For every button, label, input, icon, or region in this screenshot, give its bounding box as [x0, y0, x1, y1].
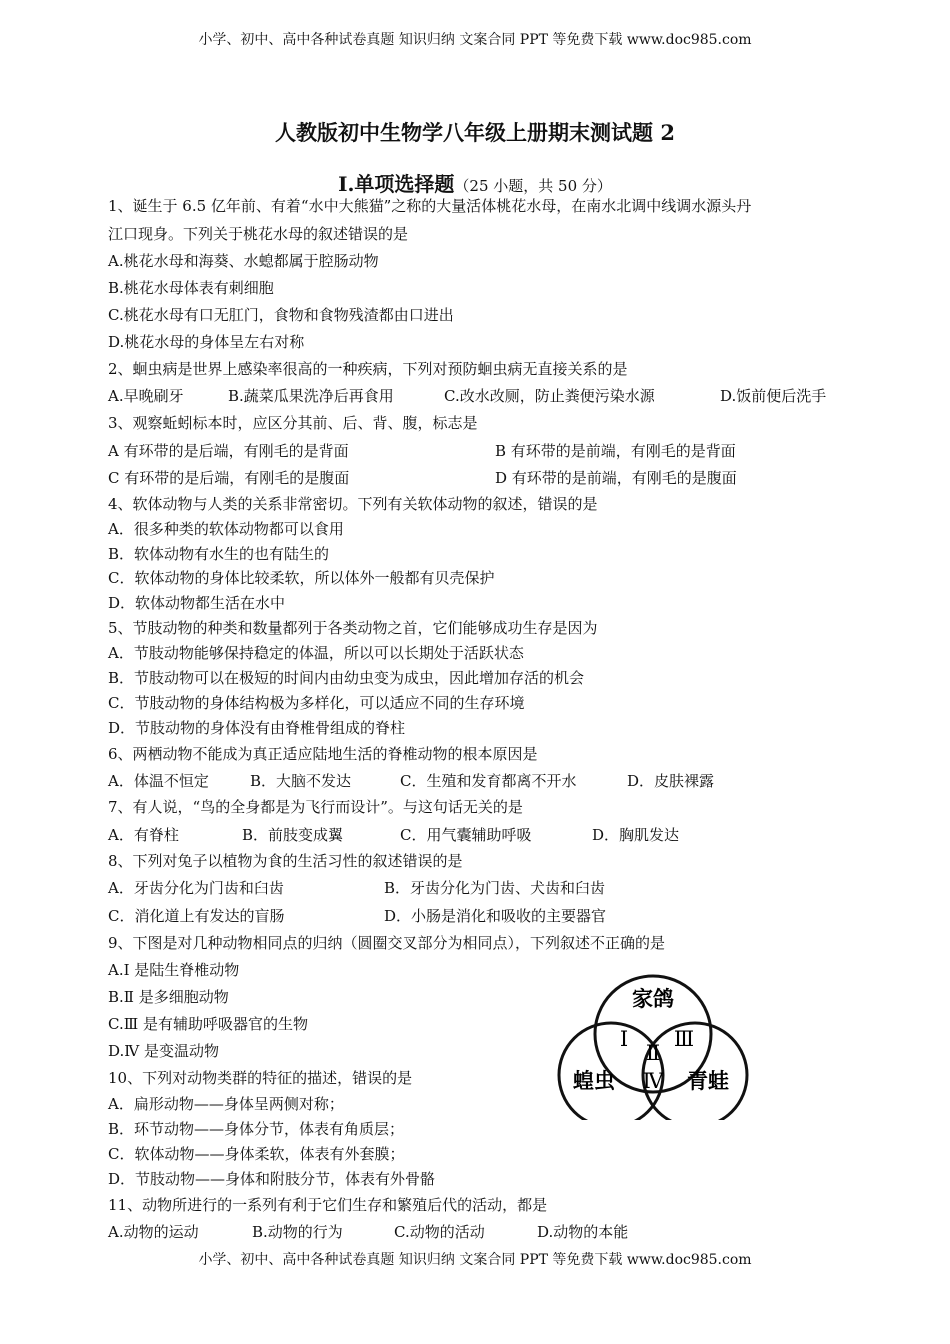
q8-option-a: A．牙齿分化为门齿和臼齿	[108, 879, 284, 897]
q2-option-b: B.蔬菜瓜果洗净后再食用	[228, 387, 394, 405]
q7-option-b: B．前肢变成翼	[242, 826, 344, 844]
q10-stem: 10、下列对动物类群的特征的描述，错误的是	[108, 1069, 413, 1087]
venn-label-pigeon: 家鸽	[632, 987, 674, 1011]
venn-label-frog: 青蛙	[687, 1069, 729, 1093]
q11-stem: 11、动物所进行的一系列有利于它们生存和繁殖后代的活动，都是	[108, 1196, 548, 1214]
q8-option-d: D．小肠是消化和吸收的主要器官	[384, 907, 607, 925]
venn-region-2: Ⅱ	[645, 1041, 661, 1065]
q4-option-a: A．很多种类的软体动物都可以食用	[108, 520, 344, 538]
q8-option-c: C．消化道上有发达的盲肠	[108, 907, 285, 925]
q3-option-d: D 有环带的是前端，有刚毛的是腹面	[495, 469, 737, 487]
q7-option-a: A．有脊柱	[108, 826, 179, 844]
q8-option-b: B．牙齿分化为门齿、犬齿和臼齿	[384, 879, 606, 897]
q9-option-b: B.Ⅱ 是多细胞动物	[108, 988, 229, 1006]
q1-option-d: D.桃花水母的身体呈左右对称	[108, 333, 305, 351]
q7-option-c: C．用气囊辅助呼吸	[400, 826, 532, 844]
q1-stem-line2: 江口现身。下列关于桃花水母的叙述错误的是	[108, 225, 409, 243]
q6-stem: 6、两栖动物不能成为真正适应陆地生活的脊椎动物的根本原因是	[108, 745, 538, 763]
q11-option-d: D.动物的本能	[537, 1223, 629, 1241]
q4-option-b: B．软体动物有水生的也有陆生的	[108, 545, 330, 563]
q5-option-c: C．节肢动物的身体结构极为多样化，可以适应不同的生存环境	[108, 694, 525, 712]
page-header: 小学、初中、高中各种试卷真题 知识归纳 文案合同 PPT 等免费下载 www.doc985.com	[198, 32, 752, 48]
section-label: Ⅰ.单项选择题	[338, 172, 455, 196]
q1-stem-line1: 1、诞生于 6.5 亿年前、有着“水中大熊猫”之称的大量活体桃花水母，在南水北调中线调水源头丹	[108, 197, 752, 215]
q7-stem: 7、有人说，“鸟的全身都是为飞行而设计”。与这句话无关的是	[108, 798, 523, 816]
page-title: 人教版初中生物学八年级上册期末测试题 2	[275, 120, 675, 145]
q8-stem: 8、下列对兔子以植物为食的生活习性的叙述错误的是	[108, 852, 463, 870]
venn-diagram	[556, 972, 752, 1120]
venn-label-locust: 蝗虫	[573, 1069, 615, 1093]
q10-option-a: A．扁形动物——身体呈两侧对称；	[108, 1095, 344, 1113]
q9-option-d: D.Ⅳ 是变温动物	[108, 1042, 220, 1060]
q2-option-d: D.饭前便后洗手	[720, 387, 827, 405]
q3-stem: 3、观察蚯蚓标本时，应区分其前、后、背、腹，标志是	[108, 414, 478, 432]
q2-option-a: A.早晚刷牙	[108, 387, 184, 405]
q9-stem: 9、下图是对几种动物相同点的归纳（圆圈交叉部分为相同点），下列叙述不正确的是	[108, 934, 666, 952]
q5-option-a: A．节肢动物能够保持稳定的体温，所以可以长期处于活跃状态	[108, 644, 524, 662]
q11-option-b: B.动物的行为	[252, 1223, 343, 1241]
q10-option-c: C．软体动物——身体柔软，体表有外套膜；	[108, 1145, 405, 1163]
q9-option-a: A.Ⅰ 是陆生脊椎动物	[108, 961, 240, 979]
q6-option-c: C．生殖和发育都离不开水	[400, 772, 577, 790]
section-heading	[0, 168, 950, 197]
q10-option-b: B．环节动物——身体分节，体表有角质层；	[108, 1120, 405, 1138]
venn-region-1: Ⅰ	[619, 1027, 629, 1051]
q3-option-b: B 有环带的是前端，有刚毛的是背面	[495, 442, 736, 460]
q1-option-c: C.桃花水母有口无肛门，食物和食物残渣都由口进出	[108, 306, 454, 324]
venn-region-4: Ⅳ	[642, 1069, 664, 1093]
q2-option-c: C.改水改厕，防止粪便污染水源	[444, 387, 655, 405]
q3-option-c: C 有环带的是后端，有刚毛的是腹面	[108, 469, 350, 487]
q3-option-a: A 有环带的是后端，有刚毛的是背面	[108, 442, 349, 460]
q6-option-d: D．皮肤裸露	[627, 772, 715, 790]
q1-option-a: A.桃花水母和海葵、水螅都属于腔肠动物	[108, 252, 379, 270]
venn-region-3: Ⅲ	[673, 1027, 695, 1051]
q7-option-d: D．胸肌发达	[592, 826, 680, 844]
q10-option-d: D．节肢动物——身体和附肢分节，体表有外骨骼	[108, 1170, 436, 1188]
q5-option-d: D．节肢动物的身体没有由脊椎骨组成的脊柱	[108, 719, 406, 737]
section-note: （25 小题，共 50 分）	[454, 177, 612, 195]
q5-option-b: B．节肢动物可以在极短的时间内由幼虫变为成虫，因此增加存活的机会	[108, 669, 585, 687]
q11-option-a: A.动物的运动	[108, 1223, 199, 1241]
q9-option-c: C.Ⅲ 是有辅助呼吸器官的生物	[108, 1015, 308, 1033]
q1-option-b: B.桃花水母体表有刺细胞	[108, 279, 274, 297]
q4-option-c: C．软体动物的身体比较柔软，所以体外一般都有贝壳保护	[108, 569, 495, 587]
q2-stem: 2、蛔虫病是世界上感染率很高的一种疾病，下列对预防蛔虫病无直接关系的是	[108, 360, 628, 378]
q6-option-a: A．体温不恒定	[108, 772, 209, 790]
q11-option-c: C.动物的活动	[394, 1223, 485, 1241]
q6-option-b: B．大脑不发达	[250, 772, 352, 790]
q4-stem: 4、软体动物与人类的关系非常密切。下列有关软体动物的叙述，错误的是	[108, 495, 598, 513]
q4-option-d: D．软体动物都生活在水中	[108, 594, 286, 612]
q5-stem: 5、节肢动物的种类和数量都列于各类动物之首，它们能够成功生存是因为	[108, 619, 598, 637]
page-footer: 小学、初中、高中各种试卷真题 知识归纳 文案合同 PPT 等免费下载 www.doc985.com	[198, 1252, 752, 1268]
